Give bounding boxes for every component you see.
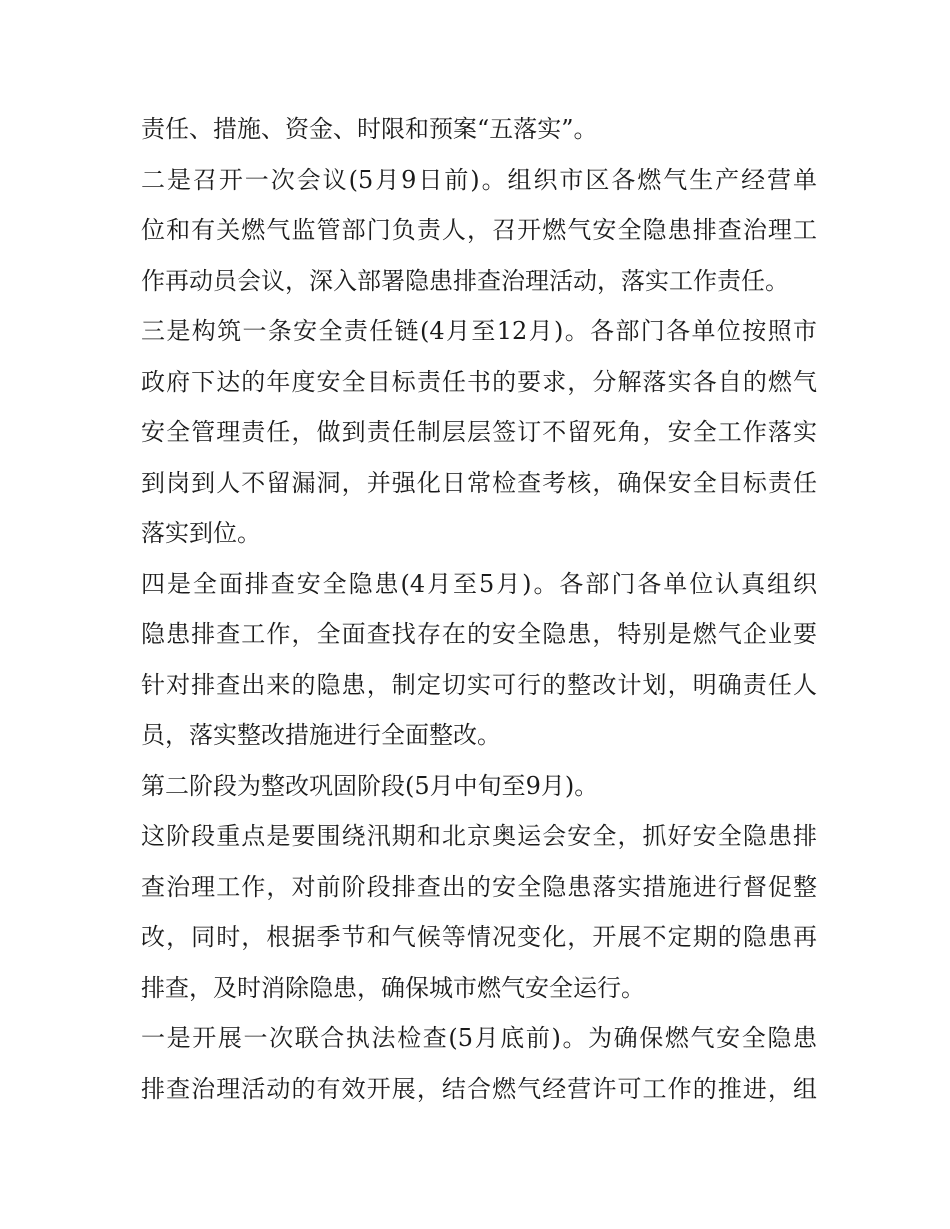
text-line: 这阶段重点是要围绕汛期和北京奥运会安全，抓好安全隐患排	[141, 822, 817, 850]
text-line: 第二阶段为整改巩固阶段(5月中旬至9月)。	[141, 771, 599, 800]
text-line: 二是召开一次会议(5月9日前)。组织市区各燃气生产经营单	[141, 165, 817, 194]
text-line: 三是构筑一条安全责任链(4月至12月)。各部门各单位按照市	[141, 317, 817, 345]
text-line: 员，落实整改措施进行全面整改。	[141, 721, 501, 749]
text-line: 安全管理责任，做到责任制层层签订不留死角，安全工作落实	[141, 418, 817, 446]
document-body-text	[141, 104, 817, 1114]
text-line: 改，同时，根据季节和气候等情况变化，开展不定期的隐患再	[141, 923, 817, 951]
text-line: 隐患排查工作，全面查找存在的安全隐患，特别是燃气企业要	[141, 620, 817, 648]
text-line: 四是全面排查安全隐患(4月至5月)。各部门各单位认真组织	[141, 569, 817, 598]
text-line: 一是开展一次联合执法检查(5月底前)。为确保燃气安全隐患	[141, 1024, 817, 1052]
text-line: 排查，及时消除隐患，确保城市燃气安全运行。	[141, 973, 645, 1002]
text-line: 针对排查出来的隐患，制定切实可行的整改计划，明确责任人	[141, 670, 817, 699]
text-line: 政府下达的年度安全目标责任书的要求，分解落实各自的燃气	[141, 367, 817, 396]
text-line: 落实到位。	[141, 519, 261, 547]
text-line: 到岗到人不留漏洞，并强化日常检查考核，确保安全目标责任	[141, 468, 817, 497]
text-line: 位和有关燃气监管部门负责人，召开燃气安全隐患排查治理工	[141, 216, 817, 244]
text-line: 责任、措施、资金、时限和预案“五落实”。	[141, 115, 598, 143]
text-line: 作再动员会议，深入部署隐患排查治理活动，落实工作责任。	[141, 266, 789, 295]
text-line: 查治理工作，对前阶段排查出的安全隐患落实措施进行督促整	[141, 872, 817, 901]
text-line: 排查治理活动的有效开展，结合燃气经营许可工作的推进，组	[141, 1074, 817, 1103]
